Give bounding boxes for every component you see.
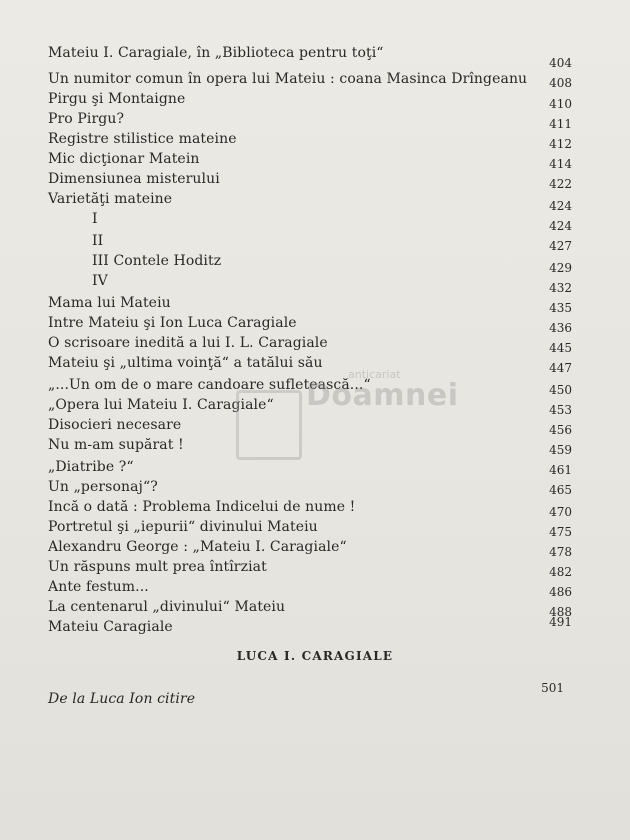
toc-entry (0, 558, 630, 580)
toc-entry (0, 44, 630, 70)
toc-entry-title: „Opera lui Mateiu I. Caragiale“ (48, 397, 274, 413)
toc-entry (0, 294, 630, 316)
toc-entry-page-number: 432 (549, 281, 572, 295)
toc-entry-page-number: 422 (549, 177, 572, 191)
toc-entry-page-number: 482 (549, 565, 572, 579)
toc-entry-page-number: 427 (549, 239, 572, 253)
toc-entry-page-number: 424 (549, 199, 572, 213)
watermark-logo (236, 360, 459, 460)
book-icon (236, 390, 302, 460)
toc-entry-page-number: 436 (549, 321, 572, 335)
toc-entry (0, 538, 630, 560)
toc-entry (0, 70, 630, 92)
toc-entry (0, 478, 630, 500)
toc-entry-title: Mic dicţionar Matein (48, 151, 200, 167)
toc-entry-page-number: 488 (549, 605, 572, 619)
toc-entry-title: Mateiu Caragiale (48, 619, 173, 635)
toc-entry (0, 458, 630, 480)
toc-entry-page-number: 410 (549, 97, 572, 111)
toc-entry-page-number: 408 (549, 76, 572, 90)
toc-entry-page-number: 429 (549, 261, 572, 275)
toc-entry-title: Disocieri necesare (48, 417, 182, 433)
toc-entry-page-number: 491 (549, 615, 572, 629)
toc-entry-title: Ante festum... (48, 579, 149, 595)
toc-entry-page-number: 445 (549, 341, 572, 355)
toc-entry-title: Mama lui Mateiu (48, 295, 171, 311)
toc-entry (0, 190, 630, 212)
toc-entry-page-number: 465 (549, 483, 572, 497)
toc-entry-title: Un numitor comun în opera lui Mateiu : coana Masinca Drîngeanu (48, 71, 528, 87)
toc-entry-title: Mateiu I. Caragiale, în „Biblioteca pentru toţi“ (48, 45, 384, 61)
toc-entry-page-number: 475 (549, 525, 572, 539)
toc-entry (0, 130, 630, 152)
toc-entry-page-number: 459 (549, 443, 572, 457)
toc-entry-page-number: 450 (549, 383, 572, 397)
toc-entry (0, 615, 630, 640)
toc-entry (0, 252, 630, 274)
toc-entry (0, 498, 630, 520)
watermark-small-text: anticariat (348, 368, 401, 381)
watermark-big-text: Doamnei (306, 378, 459, 413)
toc-entry-title: I (92, 211, 98, 227)
toc-entry-title: II (92, 233, 104, 249)
toc-entry-page-number: 404 (549, 56, 572, 70)
toc-entry (0, 232, 630, 254)
toc-entry-title: La centenarul „divinului“ Mateiu (48, 599, 286, 615)
toc-entry (0, 518, 630, 540)
toc-entry-page-number: 461 (549, 463, 572, 477)
toc-entry-title: Un răspuns mult prea întîrziat (48, 559, 267, 575)
toc-entry-title: O scrisoare inedită a lui I. L. Caragiale (48, 335, 328, 351)
section-entry (0, 681, 630, 708)
toc-entry-title: III Contele Hoditz (92, 253, 222, 269)
toc-entry-page-number: 486 (549, 585, 572, 599)
toc-entry-page-number: 412 (549, 137, 572, 151)
toc-entry-title: Registre stilistice mateine (48, 131, 237, 147)
toc-entry-title: Pirgu şi Montaigne (48, 91, 186, 107)
section-entry-page-number: 501 (541, 681, 564, 695)
toc-entry (0, 314, 630, 336)
toc-entry-page-number: 453 (549, 403, 572, 417)
toc-entry-page-number: 470 (549, 505, 572, 519)
toc-entry (0, 110, 630, 132)
toc-entry-title: IV (92, 273, 108, 289)
toc-entry-page-number: 424 (549, 219, 572, 233)
toc-entry-title: Incă o dată : Problema Indicelui de nume ! (48, 499, 356, 515)
toc-entry-page-number: 478 (549, 545, 572, 559)
toc-entry-page-number: 411 (549, 117, 572, 131)
toc-entry-title: Mateiu şi „ultima voinţă“ a tatălui său (48, 355, 323, 371)
toc-entry (0, 334, 630, 356)
section-entry-title: De la Luca Ion citire (48, 691, 196, 707)
toc-entry-page-number: 456 (549, 423, 572, 437)
toc-entry-title: Varietăţi mateine (48, 191, 173, 207)
toc-entry (0, 578, 630, 600)
toc-entry (0, 90, 630, 112)
toc-entry-title: „...Un om de o mare candoare sufletească...“ (48, 377, 371, 393)
toc-entry-title: Nu m-am supărat ! (48, 437, 184, 453)
toc-entry-page-number: 414 (549, 157, 572, 171)
toc-entry (0, 170, 630, 192)
toc-entry (0, 598, 630, 620)
toc-entry-title: „Diatribe ?“ (48, 459, 134, 475)
toc-entry (0, 210, 630, 232)
toc-entry-title: Dimensiunea misterului (48, 171, 220, 187)
toc-entry (0, 150, 630, 172)
toc-entry (0, 272, 630, 294)
toc-entry-title: Portretul şi „iepurii“ divinului Mateiu (48, 519, 318, 535)
section-heading: LUCA I. CARAGIALE (236, 649, 394, 663)
toc-entry-page-number: 435 (549, 301, 572, 315)
toc-entry-page-number: 447 (549, 361, 572, 375)
toc-entry-title: Pro Pirgu? (48, 111, 125, 127)
toc-entry-title: Intre Mateiu şi Ion Luca Caragiale (48, 315, 297, 331)
toc-entry-title: Alexandru George : „Mateiu I. Caragiale“ (48, 539, 347, 555)
toc-entry-title: Un „personaj“? (48, 479, 158, 495)
